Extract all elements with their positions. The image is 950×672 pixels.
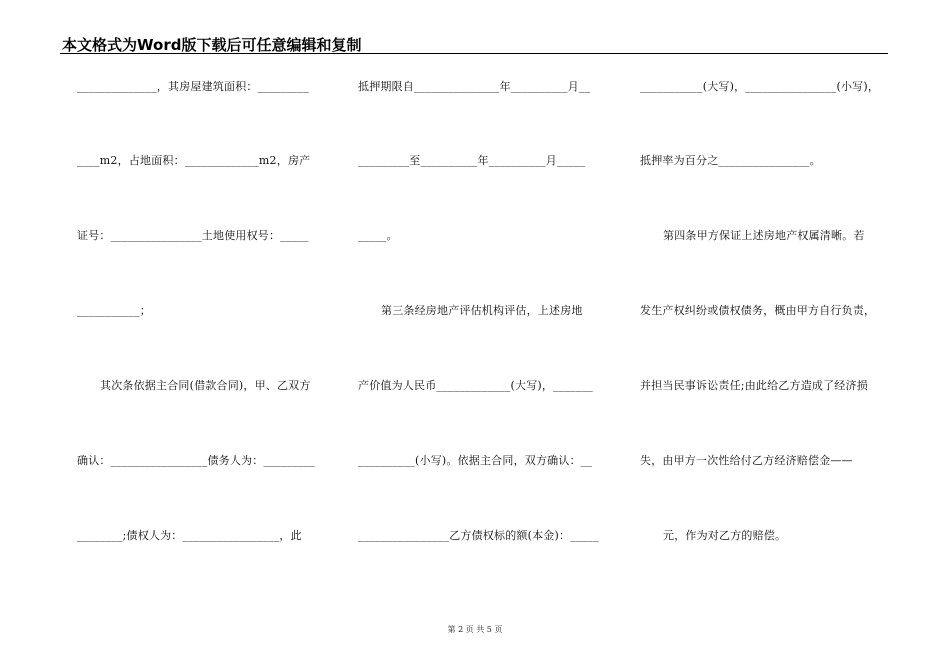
- text-line: 确认：_________________债务人为：_________: [77, 454, 315, 467]
- text-line: ___________；: [77, 304, 151, 317]
- text-line: _____。: [358, 229, 398, 242]
- text-line: ______________，其房屋建筑面积：_________: [77, 80, 309, 93]
- paragraph-start-line: 第三条经房地产评估机构评估，上述房地: [381, 304, 583, 317]
- text-line: __________(小写)。依据主合同，双方确认：__: [358, 454, 593, 467]
- text-column-3: [640, 0, 890, 620]
- text-line: 产价值为人民币_____________(大写)，_______: [358, 379, 593, 392]
- text-line: ___________(大写)，________________(小写)，: [640, 80, 880, 93]
- paragraph-start-line: 其次条依据主合同(借款合同)，甲、乙双方: [100, 379, 311, 392]
- text-line: 发生产权纠纷或债权债务，概由甲方自行负责，: [640, 304, 876, 317]
- text-line: 并担当民事诉讼责任;由此给乙方造成了经济损: [640, 379, 868, 392]
- page-number-footer: 第 2 页 共 5 页: [447, 625, 503, 634]
- text-column-2: [358, 0, 608, 620]
- text-line: 抵押率为百分之________________。: [640, 154, 821, 167]
- paragraph-start-line: 元，作为对乙方的赔偿。: [663, 529, 787, 542]
- text-line: ________;债权人为：_________________，此: [77, 529, 302, 542]
- paragraph-start-line: 第四条甲方保证上述房地产权属清晰。若: [663, 229, 865, 242]
- document-header-title: 本文格式为Word版下载后可任意编辑和复制: [62, 36, 362, 54]
- text-line: ____m2，占地面积：_____________m2，房产: [77, 154, 311, 167]
- text-line: 抵押期限自_______________年__________月__: [358, 80, 591, 93]
- text-line: _________至__________年__________月_____: [358, 154, 586, 167]
- text-line: 失，由甲方一次性给付乙方经济赔偿金——: [640, 454, 853, 467]
- text-line: ________________乙方债权标的额(本金)：_____: [358, 529, 599, 542]
- text-column-1: [77, 0, 327, 620]
- text-line: 证号：________________土地使用权号：_____: [77, 229, 309, 242]
